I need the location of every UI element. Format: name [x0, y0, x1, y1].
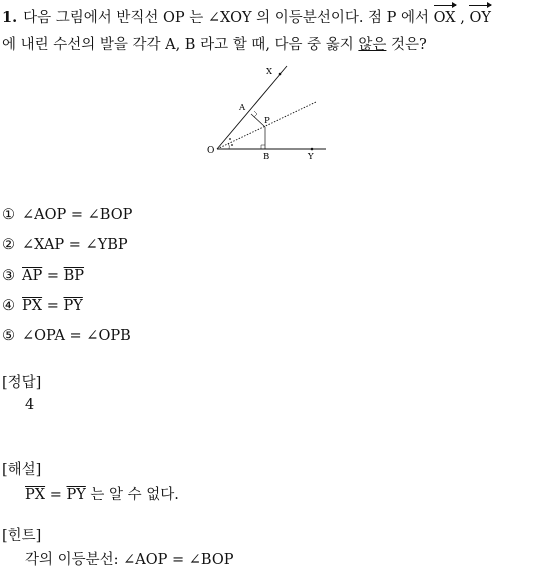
right-angle-mark-b	[261, 145, 265, 149]
question-text-part2: 에 내린 수선의 발을 각각 A, B 라고 할 때, 다음 중 옳지	[2, 37, 359, 53]
hint-text: 각의 이등분선: ∠AOP = ∠BOP	[25, 552, 234, 568]
explanation-text	[25, 483, 179, 504]
choice-text: ∠XAP = ∠YBP	[22, 237, 128, 253]
segment-px: $\overline{PX}$	[22, 298, 43, 314]
explanation-post: 는 알 수 없다.	[85, 487, 179, 503]
point-y-dot	[311, 148, 314, 151]
segment-py: $\overline{PY}$	[63, 298, 83, 314]
question-number: 1.	[2, 9, 18, 26]
choice-mark: ②	[2, 237, 15, 253]
choice-text: ∠OPA = ∠OPB	[22, 328, 131, 344]
ray-arrow-icon	[469, 5, 490, 12]
question-text-part1: 다음 그림에서 반직선 OP 는 ∠XOY 의 이등분선이다. 점 P 에서	[23, 10, 434, 26]
choice-mark: ①	[2, 207, 15, 223]
angle-bisector-figure	[200, 62, 335, 162]
choice-5[interactable]	[2, 328, 131, 344]
ray-oy-label: OY	[469, 10, 491, 26]
perpendicular-pa-line	[251, 114, 265, 127]
angle-dot-2	[231, 144, 233, 146]
equals-sign: =	[42, 298, 64, 314]
label-y: Y	[308, 152, 314, 162]
equals-sign: =	[45, 487, 67, 503]
label-p: P	[264, 116, 270, 126]
label-b: B	[263, 152, 270, 162]
label-x: X	[266, 67, 273, 77]
segment-bp: $\overline{BP}$	[63, 268, 85, 284]
question-comma: ,	[455, 10, 470, 26]
ray-oy	[469, 10, 490, 26]
right-angle-mark-a	[254, 111, 257, 117]
choice-mark: ③	[2, 268, 15, 284]
choice-mark: ⑤	[2, 328, 15, 344]
choice-mark: ④	[2, 298, 15, 314]
question-underlined-text: 않은	[358, 37, 387, 53]
choice-text: ∠AOP = ∠BOP	[22, 207, 133, 223]
segment-ap: $\overline{AP}$	[22, 268, 43, 284]
question-line-1	[2, 6, 491, 27]
equals-sign: =	[42, 268, 64, 284]
segment-py: $\overline{PY}$	[66, 487, 86, 503]
answer-label: [정답]	[2, 375, 42, 391]
ray-ox-line	[217, 66, 287, 149]
choice-4[interactable]	[2, 298, 83, 314]
ray-ox	[434, 10, 456, 26]
angle-dot-1	[229, 138, 231, 140]
point-x-dot	[279, 73, 282, 76]
answer-value: 4	[25, 397, 35, 413]
hint-label: [힌트]	[2, 528, 42, 544]
label-a: A	[239, 103, 246, 113]
ray-arrow-icon	[434, 5, 456, 12]
choice-1[interactable]	[2, 207, 132, 223]
choice-2[interactable]	[2, 237, 128, 253]
question-text-part3: 것은?	[386, 37, 427, 53]
segment-px: $\overline{PX}$	[25, 487, 46, 503]
label-o: O	[207, 146, 215, 156]
choice-3[interactable]	[2, 268, 84, 284]
ray-ox-label: OX	[433, 10, 456, 26]
explanation-label: [해설]	[2, 462, 42, 478]
question-line-2	[2, 33, 427, 54]
